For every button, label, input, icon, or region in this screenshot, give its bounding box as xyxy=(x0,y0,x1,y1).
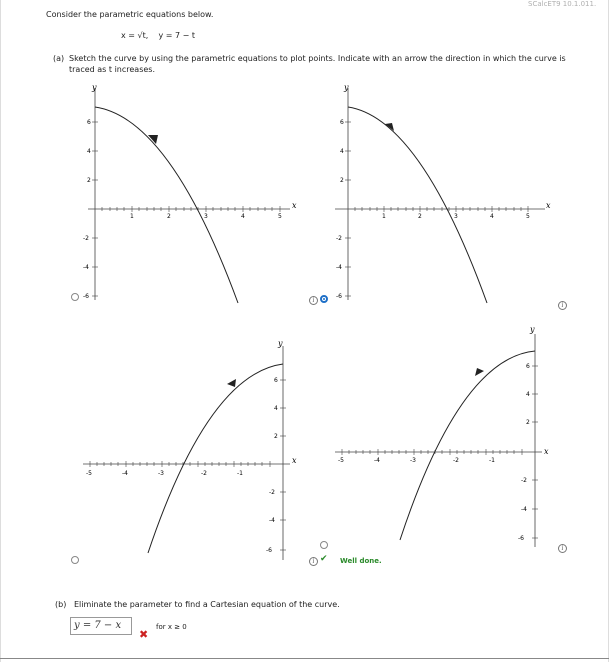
curve xyxy=(95,107,238,303)
y-tick-label: 2 xyxy=(340,177,344,184)
bottom-divider xyxy=(0,658,609,659)
x-tick-label: 2 xyxy=(418,213,422,220)
graph-option-2 xyxy=(330,80,560,310)
x-axis-label: x xyxy=(544,447,549,456)
part-a-label: (a) xyxy=(53,54,65,63)
graph-option-3 xyxy=(78,338,303,568)
left-border xyxy=(0,0,1,662)
x-tick-label: 3 xyxy=(204,213,208,220)
y-tick-label: -4 xyxy=(336,264,342,271)
graph-option-4-svg xyxy=(330,322,560,552)
curve xyxy=(148,364,283,553)
y-tick-label: -6 xyxy=(336,293,342,300)
x-tick-label: 4 xyxy=(241,213,245,220)
x-tick-label: 1 xyxy=(382,213,386,220)
equation-y: y = 7 − t xyxy=(158,31,196,40)
y-axis-label: y xyxy=(530,325,535,334)
part-b xyxy=(55,600,340,609)
radio-option-3[interactable] xyxy=(71,556,79,564)
y-tick-label: 6 xyxy=(87,119,91,126)
x-tick-label: -5 xyxy=(338,457,344,464)
info-icon[interactable]: i xyxy=(309,557,318,566)
y-tick-label: -2 xyxy=(521,477,527,484)
y-tick-label: 6 xyxy=(274,377,278,384)
x-axis-label: x xyxy=(292,456,297,465)
x-tick-label: -1 xyxy=(237,470,243,477)
x-tick-label: -4 xyxy=(374,457,380,464)
curve xyxy=(400,351,535,540)
y-tick-label: 6 xyxy=(526,363,530,370)
x-tick-label: 5 xyxy=(278,213,282,220)
y-tick-label: -6 xyxy=(83,293,89,300)
x-axis-label: x xyxy=(546,201,551,210)
parametric-equations xyxy=(121,31,195,40)
graph-option-2-svg xyxy=(330,80,560,310)
y-tick-label: -2 xyxy=(83,235,89,242)
y-tick-label: -4 xyxy=(83,264,89,271)
y-tick-label: 4 xyxy=(340,148,344,155)
x-tick-label: -2 xyxy=(453,457,459,464)
direction-arrow xyxy=(385,123,394,131)
info-icon[interactable]: i xyxy=(558,301,567,310)
cartesian-answer-input[interactable]: y = 7 − x xyxy=(70,617,132,635)
y-tick-label: 2 xyxy=(87,177,91,184)
y-axis-label: y xyxy=(344,83,349,92)
x-tick-label: -3 xyxy=(410,457,416,464)
graph-option-3-svg xyxy=(78,338,303,568)
correct-check-icon: ✔ xyxy=(320,554,328,564)
x-tick-label: -5 xyxy=(86,470,92,477)
y-tick-label: 4 xyxy=(87,148,91,155)
x-tick-label: -3 xyxy=(158,470,164,477)
x-tick-label: -4 xyxy=(122,470,128,477)
question-prompt: Consider the parametric equations below. xyxy=(46,10,214,19)
y-tick-label: -2 xyxy=(269,489,275,496)
y-tick-label: 4 xyxy=(274,405,278,412)
y-tick-label: 4 xyxy=(526,391,530,398)
y-tick-label: 6 xyxy=(340,119,344,126)
radio-option-1[interactable] xyxy=(71,293,79,301)
graph-option-4 xyxy=(330,322,560,552)
equation-x: x = √t, xyxy=(121,31,149,40)
x-tick-label: -1 xyxy=(489,457,495,464)
direction-arrow xyxy=(475,368,484,376)
radio-option-4[interactable] xyxy=(320,541,328,549)
x-tick-label: 2 xyxy=(167,213,171,220)
y-axis-label: y xyxy=(278,339,283,348)
graph-option-1 xyxy=(80,80,300,310)
direction-arrow xyxy=(227,379,236,387)
incorrect-x-icon: ✖ xyxy=(139,628,149,641)
x-tick-label: 1 xyxy=(130,213,134,220)
y-tick-label: -4 xyxy=(521,506,527,513)
part-b-text: Eliminate the parameter to find a Cartesian equation of the curve. xyxy=(73,600,340,609)
y-tick-label: -4 xyxy=(269,517,275,524)
graph-option-1-svg xyxy=(80,80,300,310)
part-a xyxy=(55,53,585,75)
x-tick-label: 4 xyxy=(490,213,494,220)
y-tick-label: -6 xyxy=(518,535,524,542)
x-tick-label: 5 xyxy=(526,213,530,220)
y-tick-label: -6 xyxy=(266,547,272,554)
info-icon[interactable]: i xyxy=(309,296,318,305)
feedback-message: Well done. xyxy=(340,557,382,565)
x-axis-label: x xyxy=(292,201,297,210)
y-tick-label: -2 xyxy=(336,235,342,242)
domain-condition: for x ≥ 0 xyxy=(156,623,187,631)
y-axis-label: y xyxy=(92,83,97,92)
y-tick-label: 2 xyxy=(526,419,530,426)
x-tick-label: -2 xyxy=(201,470,207,477)
curve xyxy=(348,107,487,303)
info-icon[interactable]: i xyxy=(558,544,567,553)
radio-option-2[interactable] xyxy=(320,295,328,303)
part-a-text: Sketch the curve by using the parametric equations to plot points. Indicate with an arrow the direction in which the curve is traced as t increases. xyxy=(69,54,566,74)
x-tick-label: 3 xyxy=(454,213,458,220)
problem-reference: SCalcET9 10.1.011. xyxy=(528,0,597,8)
y-tick-label: 2 xyxy=(274,433,278,440)
part-b-label: (b) xyxy=(55,600,67,609)
